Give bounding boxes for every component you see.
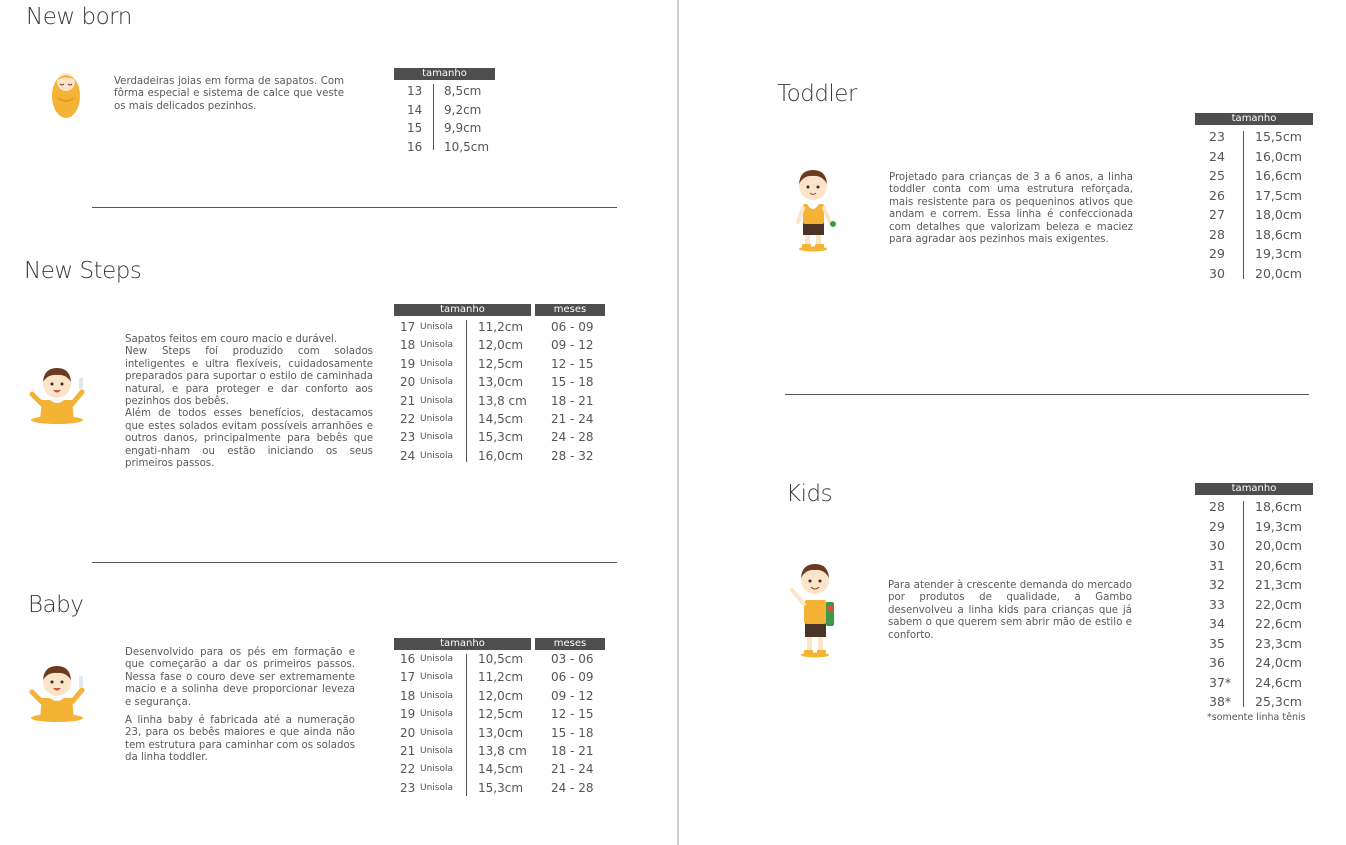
table-row bbox=[394, 447, 605, 465]
table-row bbox=[394, 336, 605, 354]
size-cell: 18 bbox=[400, 688, 416, 703]
size-cell: 17 bbox=[400, 320, 416, 334]
cm-cell: 17,5cm bbox=[1255, 187, 1302, 203]
newsteps-description bbox=[125, 334, 373, 470]
kids-footnote: *somente linha tênis bbox=[1207, 712, 1306, 723]
size-cell: 24 bbox=[400, 448, 416, 463]
months-cell: 06 - 09 bbox=[551, 320, 594, 334]
size-cell: 16 bbox=[400, 652, 416, 666]
kids-title: Kids bbox=[786, 481, 833, 507]
months-cell: 09 - 12 bbox=[551, 338, 594, 353]
months-cell: 15 - 18 bbox=[551, 725, 594, 740]
size-cell: 28 bbox=[1209, 226, 1225, 242]
table-row bbox=[1195, 225, 1313, 245]
gender-cell: Unisola bbox=[420, 340, 454, 351]
size-cell: 34 bbox=[1209, 616, 1225, 632]
gender-cell: Unisola bbox=[420, 322, 454, 332]
size-cell: 32 bbox=[1209, 577, 1225, 593]
months-cell: 18 - 21 bbox=[551, 743, 594, 758]
size-cell: 15 bbox=[407, 121, 423, 135]
cm-cell: 15,3cm bbox=[478, 780, 524, 795]
newsteps-paragraph: Sapatos feitos em couro macio e durável. bbox=[125, 334, 338, 345]
size-cell: 29 bbox=[1209, 518, 1225, 534]
baby-title: Baby bbox=[28, 592, 84, 618]
toddler-size-table bbox=[1195, 113, 1313, 281]
table-row bbox=[1195, 536, 1313, 556]
kids-illustration bbox=[786, 560, 840, 658]
cm-cell: 12,5cm bbox=[478, 707, 524, 722]
cm-cell: 21,3cm bbox=[1255, 577, 1302, 593]
newsteps-paragraph: New Steps foi produzido com solados inteligentes e ultra flexíveis, cuidadosamente preparados para suportar o estilo de caminhada natural, e para proteger e dar conforto aos pezinhos dos bebês. bbox=[125, 346, 373, 408]
toddler-illustration bbox=[790, 166, 840, 252]
size-cell: 18 bbox=[400, 338, 416, 353]
cm-cell: 8,5cm bbox=[444, 84, 482, 98]
table-row bbox=[394, 373, 605, 391]
cm-cell: 15,5cm bbox=[1255, 129, 1302, 144]
cm-cell: 18,0cm bbox=[1255, 207, 1302, 223]
newborn-rows bbox=[394, 82, 495, 156]
table-row bbox=[1195, 127, 1313, 147]
cm-cell: 10,5cm bbox=[478, 652, 524, 666]
newsteps-baby-illustration bbox=[28, 362, 86, 426]
toddler-header-size: tamanho bbox=[1195, 113, 1313, 125]
table-row bbox=[394, 138, 495, 157]
months-cell: 24 - 28 bbox=[551, 430, 594, 445]
newsteps-separator bbox=[92, 562, 617, 563]
size-cell: 38* bbox=[1209, 694, 1232, 710]
months-cell: 09 - 12 bbox=[551, 688, 594, 703]
months-cell: 18 - 21 bbox=[551, 393, 594, 408]
months-cell: 21 - 24 bbox=[551, 411, 594, 426]
baby-description bbox=[125, 647, 355, 771]
kids-rows bbox=[1195, 497, 1313, 712]
table-row bbox=[1195, 595, 1313, 615]
table-row bbox=[1195, 556, 1313, 576]
size-cell: 30 bbox=[1209, 538, 1225, 554]
table-row bbox=[394, 119, 495, 138]
size-cell: 31 bbox=[1209, 557, 1225, 573]
cm-cell: 25,3cm bbox=[1255, 694, 1302, 710]
cm-cell: 16,0cm bbox=[478, 448, 524, 463]
table-row bbox=[394, 742, 605, 760]
table-row bbox=[1195, 264, 1313, 284]
gender-cell: Unisola bbox=[420, 432, 454, 443]
size-cell: 22 bbox=[400, 762, 416, 777]
toddler-rows bbox=[1195, 127, 1313, 283]
cm-cell: 12,0cm bbox=[478, 338, 524, 353]
newborn-separator bbox=[92, 207, 617, 208]
table-row bbox=[1195, 166, 1313, 186]
newsteps-paragraph: Além de todos esses benefícios, destacamos que estes solados evitam possíveis arranhões e outros danos, principalmente para bebês que engati-nham ou estão iniciando os seus primeiros passos. bbox=[125, 408, 373, 470]
cm-cell: 16,0cm bbox=[1255, 148, 1302, 164]
cm-cell: 24,0cm bbox=[1255, 655, 1302, 671]
baby-paragraph: A linha baby é fabricada até a numeração 23, para os bebês maiores e que ainda não tem estrutura para caminhar com os solados da linha toddler. bbox=[125, 715, 355, 764]
size-cell: 20 bbox=[400, 725, 416, 740]
cm-cell: 13,8 cm bbox=[478, 743, 527, 758]
table-row bbox=[394, 82, 495, 101]
cm-cell: 11,2cm bbox=[478, 670, 524, 685]
cm-cell: 22,0cm bbox=[1255, 596, 1302, 612]
gender-cell: Unisola bbox=[420, 690, 454, 701]
table-row bbox=[394, 101, 495, 120]
size-cell: 23 bbox=[400, 430, 416, 445]
size-cell: 29 bbox=[1209, 246, 1225, 262]
table-row bbox=[394, 650, 605, 668]
newborn-title: New born bbox=[26, 4, 132, 30]
gender-cell: Unisola bbox=[420, 377, 454, 388]
table-row bbox=[394, 724, 605, 742]
cm-cell: 12,0cm bbox=[478, 688, 524, 703]
months-cell: 03 - 06 bbox=[551, 652, 594, 666]
cm-cell: 9,2cm bbox=[444, 102, 482, 117]
table-row bbox=[394, 668, 605, 686]
cm-cell: 14,5cm bbox=[478, 762, 524, 777]
size-cell: 33 bbox=[1209, 596, 1225, 612]
cm-cell: 18,6cm bbox=[1255, 499, 1302, 514]
toddler-separator bbox=[785, 394, 1309, 395]
kids-description: Para atender à crescente demanda do mercado por produtos de qualidade, a Gambo desenvolveu a linha kids para crianças que já sabem o que querem sem abrir mão de estilo e conforto. bbox=[888, 580, 1132, 641]
gender-cell: Unisola bbox=[420, 450, 454, 461]
newsteps-rows bbox=[394, 318, 605, 465]
size-cell: 19 bbox=[400, 707, 416, 722]
cm-cell: 19,3cm bbox=[1255, 518, 1302, 534]
gender-cell: Unisola bbox=[420, 764, 454, 775]
table-row bbox=[1195, 205, 1313, 225]
size-cell: 36 bbox=[1209, 655, 1225, 671]
cm-cell: 20,0cm bbox=[1255, 265, 1302, 281]
table-row bbox=[1195, 673, 1313, 693]
cm-cell: 15,3cm bbox=[478, 430, 524, 445]
baby-illustration bbox=[28, 660, 86, 724]
gender-cell: Unisola bbox=[420, 672, 454, 683]
table-row bbox=[1195, 497, 1313, 517]
newsteps-header-size: tamanho bbox=[394, 304, 531, 316]
table-row bbox=[1195, 244, 1313, 264]
cm-cell: 9,9cm bbox=[444, 121, 482, 135]
size-cell: 27 bbox=[1209, 207, 1225, 223]
size-cell: 28 bbox=[1209, 499, 1225, 514]
table-row bbox=[1195, 517, 1313, 537]
size-cell: 17 bbox=[400, 670, 416, 685]
newborn-baby-illustration bbox=[48, 68, 84, 120]
page-divider bbox=[677, 0, 679, 845]
gender-cell: Unisola bbox=[420, 709, 454, 720]
table-row bbox=[1195, 186, 1313, 206]
cm-cell: 13,0cm bbox=[478, 725, 524, 740]
gender-cell: Unisola bbox=[420, 782, 454, 793]
cm-cell: 14,5cm bbox=[478, 411, 524, 426]
table-row bbox=[1195, 575, 1313, 595]
table-row bbox=[394, 687, 605, 705]
toddler-description: Projetado para crianças de 3 a 6 anos, a linha toddler conta com uma estrutura reforçada, mais resistente para os pequeninos ativos que andam e correm. Essa linha é confeccionada com detalhes que valorizam beleza e maciez para agradar aos pezinhos mais exigentes. bbox=[889, 172, 1133, 246]
months-cell: 12 - 15 bbox=[551, 707, 594, 722]
size-cell: 19 bbox=[400, 356, 416, 371]
gender-cell: Unisola bbox=[420, 395, 454, 406]
kids-header-size: tamanho bbox=[1195, 483, 1313, 495]
cm-cell: 24,6cm bbox=[1255, 674, 1302, 690]
table-row bbox=[394, 392, 605, 410]
size-cell: 22 bbox=[400, 411, 416, 426]
table-row bbox=[1195, 653, 1313, 673]
months-cell: 12 - 15 bbox=[551, 356, 594, 371]
size-cell: 14 bbox=[407, 102, 423, 117]
newborn-size-table bbox=[394, 68, 495, 156]
cm-cell: 11,2cm bbox=[478, 320, 524, 334]
table-row bbox=[394, 428, 605, 446]
gender-cell: Unisola bbox=[420, 654, 454, 664]
size-cell: 16 bbox=[407, 139, 423, 154]
cm-cell: 16,6cm bbox=[1255, 168, 1302, 184]
table-row bbox=[394, 779, 605, 797]
cm-cell: 20,0cm bbox=[1255, 538, 1302, 554]
cm-cell: 23,3cm bbox=[1255, 635, 1302, 651]
table-row bbox=[394, 318, 605, 336]
months-cell: 21 - 24 bbox=[551, 762, 594, 777]
cm-cell: 13,8 cm bbox=[478, 393, 527, 408]
newborn-description: Verdadeiras joias em forma de sapatos. Com fôrma especial e sistema de calce que veste os mais delicados pezinhos. bbox=[114, 76, 344, 112]
table-row bbox=[1195, 692, 1313, 712]
table-row bbox=[1195, 147, 1313, 167]
cm-cell: 22,6cm bbox=[1255, 616, 1302, 632]
cm-cell: 12,5cm bbox=[478, 356, 524, 371]
table-row bbox=[394, 760, 605, 778]
months-cell: 24 - 28 bbox=[551, 780, 594, 795]
table-row bbox=[1195, 634, 1313, 654]
size-cell: 35 bbox=[1209, 635, 1225, 651]
cm-cell: 18,6cm bbox=[1255, 226, 1302, 242]
kids-size-table bbox=[1195, 483, 1313, 723]
table-row bbox=[394, 355, 605, 373]
newsteps-title: New Steps bbox=[24, 258, 142, 284]
size-cell: 24 bbox=[1209, 148, 1225, 164]
cm-cell: 20,6cm bbox=[1255, 557, 1302, 573]
table-row bbox=[1195, 614, 1313, 634]
baby-rows bbox=[394, 650, 605, 797]
table-row bbox=[394, 705, 605, 723]
baby-header-size: tamanho bbox=[394, 638, 531, 650]
size-cell: 13 bbox=[407, 84, 423, 98]
cm-cell: 19,3cm bbox=[1255, 246, 1302, 262]
size-cell: 23 bbox=[400, 780, 416, 795]
size-cell: 30 bbox=[1209, 265, 1225, 281]
cm-cell: 10,5cm bbox=[444, 139, 490, 154]
months-cell: 06 - 09 bbox=[551, 670, 594, 685]
cm-cell: 13,0cm bbox=[478, 375, 524, 390]
months-cell: 28 - 32 bbox=[551, 448, 594, 463]
newsteps-header-months: meses bbox=[535, 304, 605, 316]
baby-header-months: meses bbox=[535, 638, 605, 650]
table-row bbox=[394, 410, 605, 428]
toddler-title: Toddler bbox=[777, 81, 857, 107]
gender-cell: Unisola bbox=[420, 727, 454, 738]
size-cell: 37* bbox=[1209, 674, 1232, 690]
gender-cell: Unisola bbox=[420, 358, 454, 369]
gender-cell: Unisola bbox=[420, 413, 454, 424]
size-cell: 26 bbox=[1209, 187, 1225, 203]
size-cell: 21 bbox=[400, 393, 416, 408]
size-cell: 20 bbox=[400, 375, 416, 390]
size-cell: 25 bbox=[1209, 168, 1225, 184]
months-cell: 15 - 18 bbox=[551, 375, 594, 390]
baby-paragraph: Desenvolvido para os pés em formação e que começarão a dar os primeiros passos. Nessa fase o couro deve ser extremamente macio e a solinha deve proporcionar leveza e segurança. bbox=[125, 647, 355, 708]
size-cell: 23 bbox=[1209, 129, 1225, 144]
newborn-header-size: tamanho bbox=[394, 68, 495, 80]
gender-cell: Unisola bbox=[420, 745, 454, 756]
size-cell: 21 bbox=[400, 743, 416, 758]
